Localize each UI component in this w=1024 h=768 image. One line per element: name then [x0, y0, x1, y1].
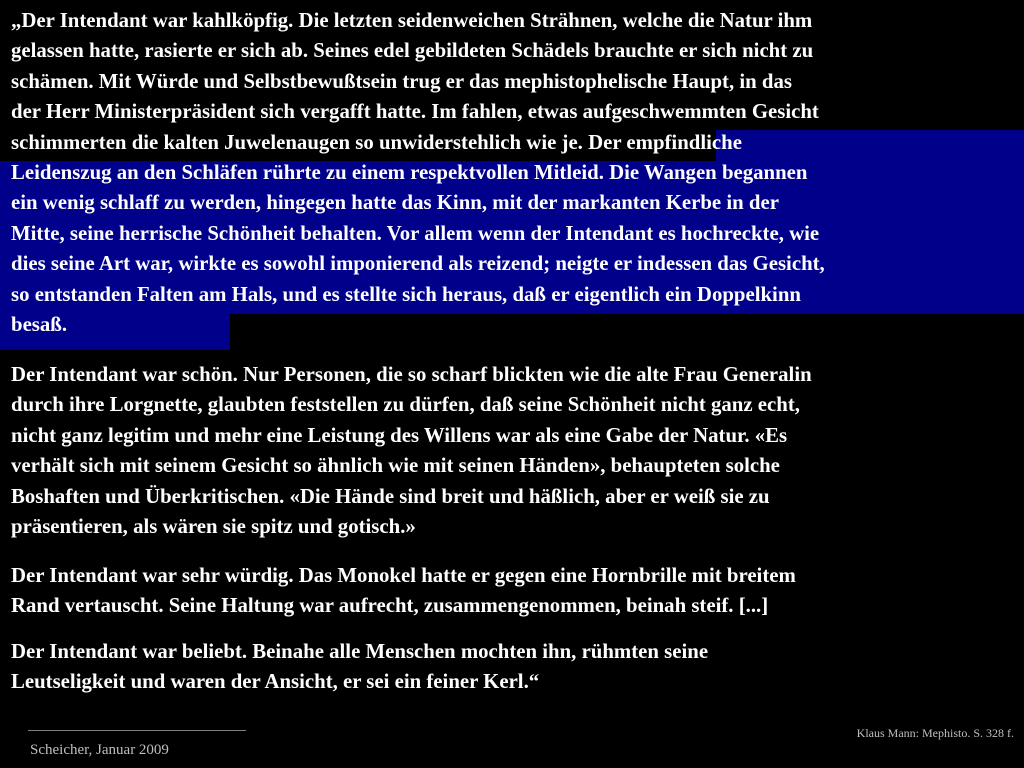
footer-author-date: Scheicher, Januar 2009 — [30, 742, 169, 758]
text-line: Der Intendant war sehr würdig. Das Monokel hatte er gegen eine Hornbrille mit breitem — [11, 564, 796, 587]
footer-citation: Klaus Mann: Mephisto. S. 328 f. — [856, 726, 1014, 740]
text-line: präsentieren, als wären sie spitz und gotisch.» — [11, 515, 416, 539]
text-line: Mitte, seine herrische Schönheit behalten. Vor allem wenn der Intendant es hochreckte, wie — [11, 221, 820, 245]
quote-paragraph — [11, 561, 1021, 622]
text-line: ein wenig schlaff zu werden, hingegen hatte das Kinn, mit der markanten Kerbe in der — [11, 191, 779, 215]
text-line: Der Intendant war schön. Nur Personen, die so scharf blickten wie die alte Frau Generalin — [11, 363, 812, 386]
quote-paragraph — [11, 6, 1021, 340]
text-line: so entstanden Falten am Hals, und es stellte sich heraus, daß er eigentlich ein Doppelkinn — [11, 282, 801, 306]
text-line: Rand vertauscht. Seine Haltung war aufrecht, zusammengenommen, beinah steif. [...] — [11, 594, 769, 618]
text-line: Der Intendant war beliebt. Beinahe alle Menschen mochten ihn, rühmten seine — [11, 640, 709, 663]
text-line: schämen. Mit Würde und Selbstbewußtsein trug er das mephistophelische Haupt, in das — [11, 69, 792, 93]
text-line: dies seine Art war, wirkte es sowohl imponierend als reizend; neigte er indessen das Gesicht, — [11, 252, 825, 276]
quote-paragraph — [11, 360, 1021, 542]
text-line: durch ihre Lorgnette, glaubten feststellen zu dürfen, daß seine Schönheit nicht ganz echt, — [11, 393, 800, 417]
text-line: Leidenszug an den Schläfen rührte zu einem respektvollen Mitleid. Die Wangen begannen — [11, 161, 808, 185]
text-line: Boshaften und Überkritischen. «Die Hände sind breit und häßlich, aber er weiß sie zu — [11, 484, 770, 508]
text-line: besaß. — [11, 313, 68, 337]
text-line: „Der Intendant war kahlköpfig. Die letzten seidenweichen Strähnen, welche die Natur ihm — [11, 9, 813, 32]
text-line: verhält sich mit seinem Gesicht so ähnlich wie mit seinen Händen», behaupteten solche — [11, 454, 780, 478]
text-line: Leutseligkeit und waren der Ansicht, er sei ein feiner Kerl.“ — [11, 670, 540, 694]
text-line: nicht ganz legitim und mehr eine Leistung des Willens war als eine Gabe der Natur. «Es — [11, 423, 788, 447]
text-line: der Herr Ministerpräsident sich vergafft hatte. Im fahlen, etwas aufgeschwemmten Gesicht — [11, 100, 819, 124]
quote-paragraph — [11, 637, 1021, 698]
text-line: gelassen hatte, rasierte er sich ab. Seines edel gebildeten Schädels brauchte er sich nicht zu — [11, 39, 814, 63]
text-line: schimmerten die kalten Juwelenaugen so unwiderstehlich wie je. Der empfindliche — [11, 130, 742, 154]
footer-divider — [28, 730, 246, 731]
